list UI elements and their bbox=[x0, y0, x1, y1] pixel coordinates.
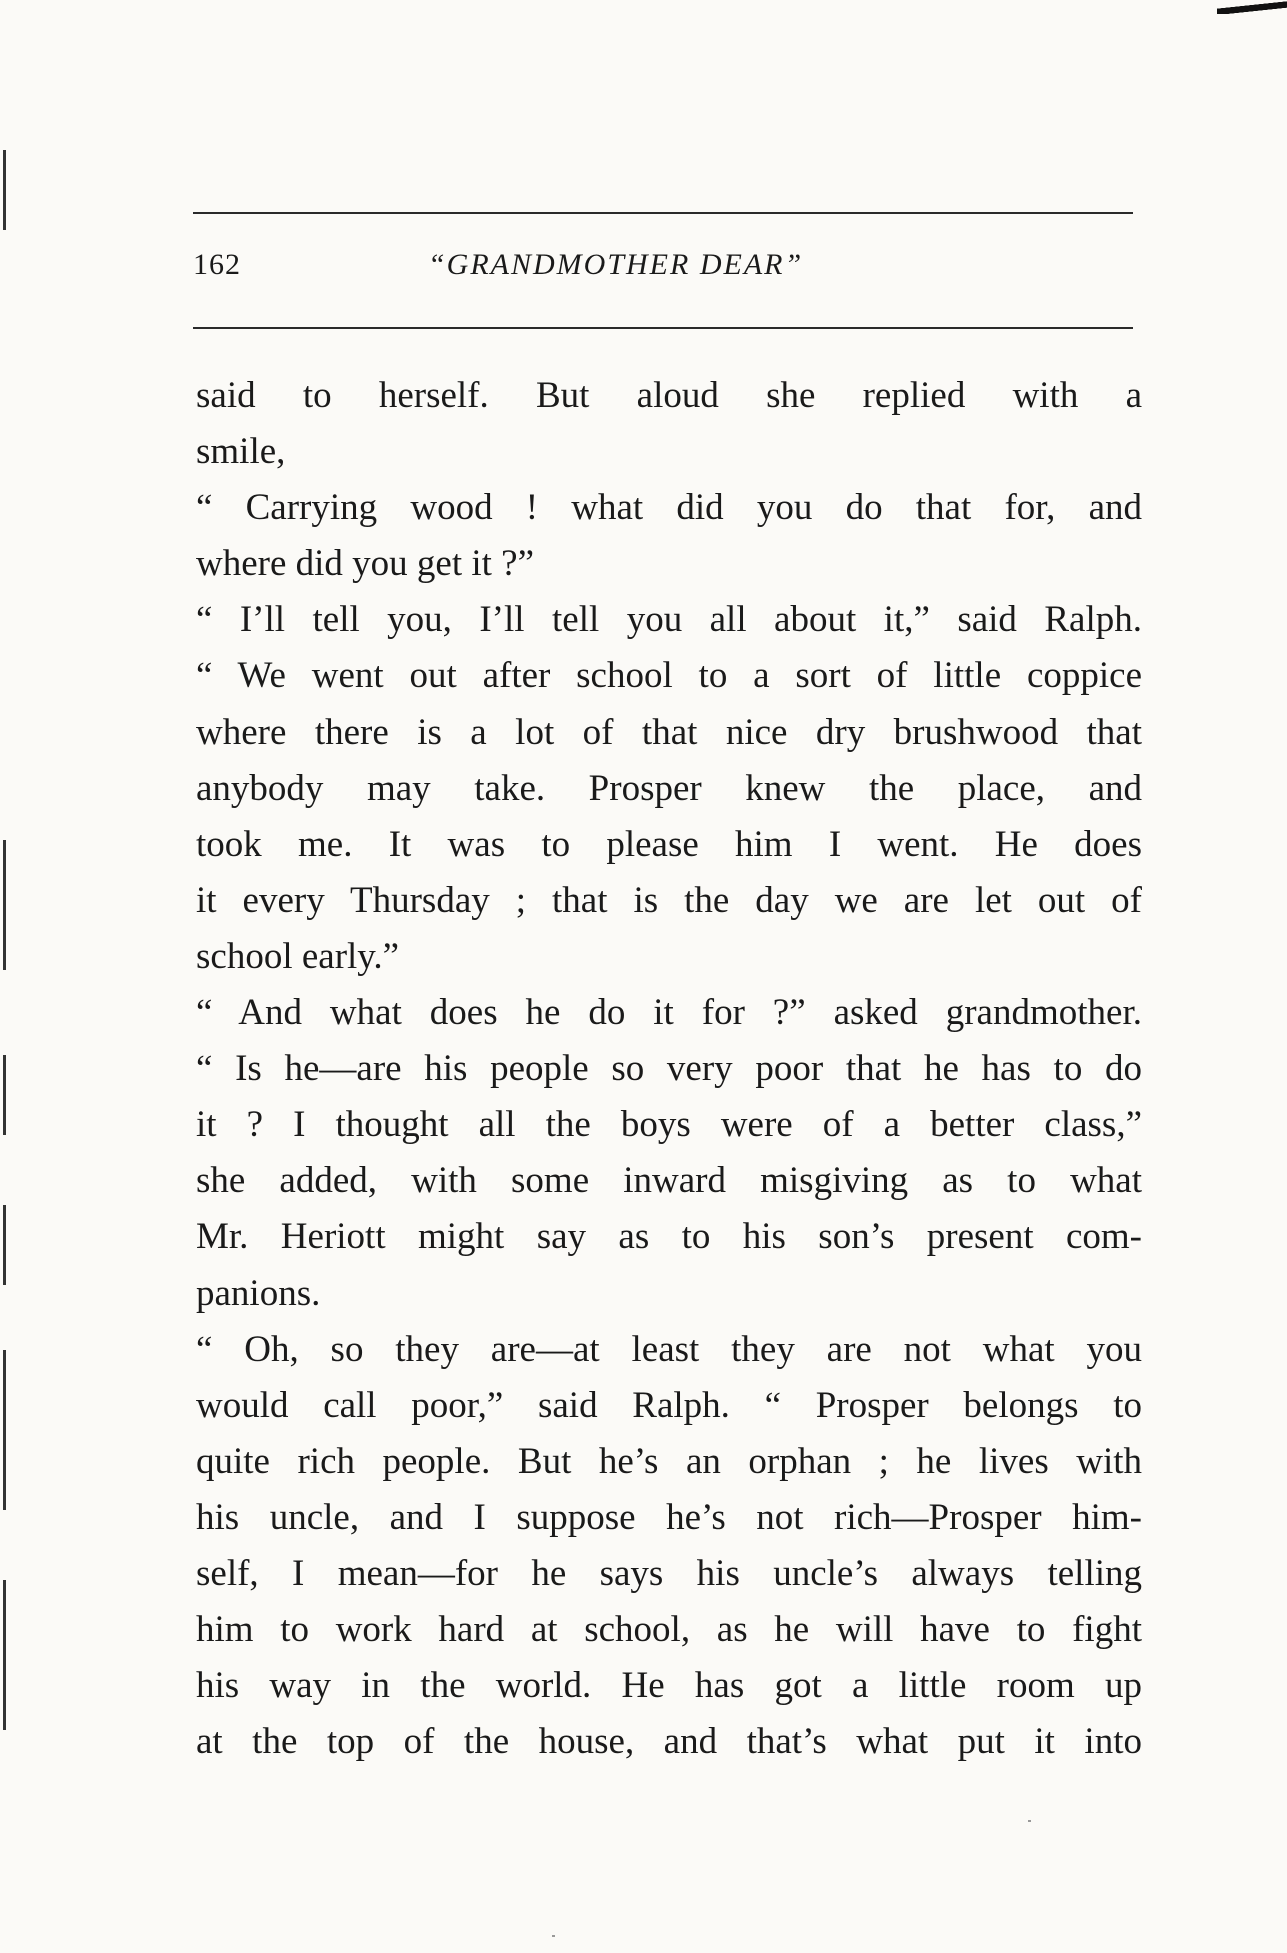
text-line: quite rich people. But he’s an orphan ; he lives with bbox=[196, 1440, 1142, 1482]
text-line: “ And what does he do it for ?” asked grandmother. bbox=[196, 992, 1142, 1034]
text-line: Mr. Heriott might say as to his son’s present com- bbox=[196, 1216, 1142, 1258]
running-head bbox=[193, 248, 1133, 292]
scan-speck bbox=[1028, 1820, 1031, 1822]
text-line: “ We went out after school to a sort of little coppice bbox=[196, 655, 1142, 697]
page-number: 162 bbox=[193, 248, 241, 281]
text-line: his uncle, and I suppose he’s not rich—Prosper him- bbox=[196, 1496, 1142, 1538]
text-line: it ? I thought all the boys were of a better class,” bbox=[196, 1104, 1142, 1146]
text-line: would call poor,” said Ralph. “ Prosper belongs to bbox=[196, 1384, 1142, 1426]
scan-margin-mark bbox=[3, 840, 6, 970]
text-line: “ I’ll tell you, I’ll tell you all about it,” said Ralph. bbox=[196, 599, 1142, 641]
scan-margin-mark bbox=[3, 1055, 6, 1135]
text-line: took me. It was to please him I went. He does bbox=[196, 823, 1142, 865]
scan-margin-mark bbox=[3, 1350, 6, 1510]
text-line: at the top of the house, and that’s what put it into bbox=[196, 1721, 1142, 1763]
text-line: “ Oh, so they are—at least they are not what you bbox=[196, 1328, 1142, 1370]
scan-corner-mark bbox=[1217, 0, 1287, 14]
text-line: she added, with some inward misgiving as to what bbox=[196, 1160, 1142, 1202]
body-text bbox=[196, 368, 1142, 1770]
scan-margin-mark bbox=[3, 1205, 6, 1285]
text-line: it every Thursday ; that is the day we are let out of bbox=[196, 879, 1142, 921]
scan-margin-mark bbox=[3, 150, 6, 230]
text-line: smile, bbox=[196, 431, 286, 473]
text-line: his way in the world. He has got a little room up bbox=[196, 1665, 1142, 1707]
text-line: where did you get it ?” bbox=[196, 543, 535, 585]
text-line: self, I mean—for he says his uncle’s always telling bbox=[196, 1552, 1142, 1594]
text-line: school early.” bbox=[196, 935, 400, 977]
scan-margin-mark bbox=[3, 1580, 6, 1730]
text-line: panions. bbox=[196, 1272, 321, 1314]
text-line: where there is a lot of that nice dry brushwood that bbox=[196, 711, 1142, 753]
text-line: said to herself. But aloud she replied with a bbox=[196, 375, 1142, 416]
book-title: “GRANDMOTHER DEAR” bbox=[428, 248, 804, 281]
scan-speck bbox=[552, 1935, 555, 1937]
text-line: “ Is he—are his people so very poor that he has to do bbox=[196, 1048, 1142, 1090]
text-line: anybody may take. Prosper knew the place, and bbox=[196, 767, 1142, 809]
header-rule-top bbox=[193, 212, 1133, 214]
header-rule-bottom bbox=[193, 327, 1133, 329]
text-line: “ Carrying wood ! what did you do that for, and bbox=[196, 487, 1142, 529]
text-line: him to work hard at school, as he will have to fight bbox=[196, 1609, 1142, 1651]
